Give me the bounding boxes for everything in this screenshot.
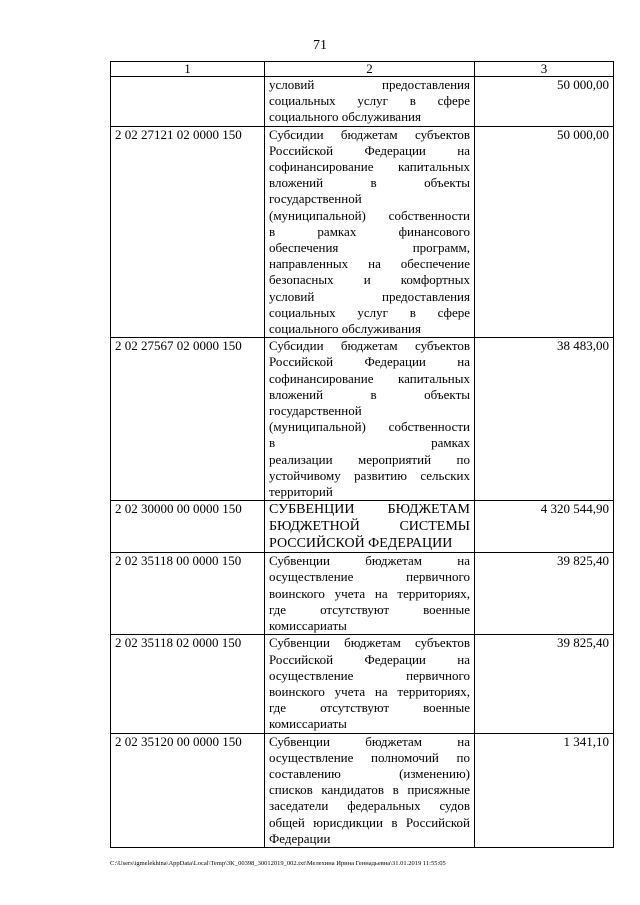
- description-line: безопасных и комфортных: [269, 272, 470, 288]
- description-line: списков кандидатов в присяжные: [269, 782, 470, 798]
- budget-code-cell: 2 02 35118 02 0000 150: [111, 635, 265, 733]
- description-line: софинансирование капитальных: [269, 370, 470, 386]
- description-line: осуществление первичного: [269, 667, 470, 683]
- description-line: вложений в объекты: [269, 175, 470, 191]
- table-row: [111, 126, 614, 338]
- budget-code-cell: 2 02 27567 02 0000 150: [111, 338, 265, 501]
- description-line: БЮДЖЕТНОЙ СИСТЕМЫ: [269, 519, 470, 535]
- description-line: Субсидии бюджетам субъектов: [269, 126, 470, 142]
- description-line: осуществление полномочий по: [269, 749, 470, 765]
- description-line: где отсутствуют военные: [269, 601, 470, 617]
- description-line: социального обслуживания: [269, 109, 421, 125]
- description-line: общей юрисдикции в Российской: [269, 814, 470, 830]
- amount-cell: 50 000,00: [475, 77, 614, 127]
- description-line: осуществление первичного: [269, 569, 470, 585]
- amount-cell: 38 483,00: [475, 338, 614, 501]
- description-line: вложений в объекты: [269, 386, 470, 402]
- description-line: воинского учета на территориях,: [269, 585, 470, 601]
- table-row: [111, 338, 614, 501]
- description-line: где отсутствуют военные: [269, 700, 470, 716]
- description-line: условий предоставления: [269, 288, 470, 304]
- description-line: реализации мероприятий по: [269, 451, 470, 467]
- description-line: Субвенции бюджетам субъектов: [269, 635, 470, 651]
- description-line: Российской Федерации на: [269, 142, 470, 158]
- description-line: Субвенции бюджетам на: [269, 733, 470, 749]
- description-cell: [265, 77, 475, 127]
- table-row: [111, 553, 614, 635]
- description-line: социальных услуг в сфере: [269, 93, 470, 109]
- description-line: государственной: [269, 403, 362, 419]
- description-line: государственной: [269, 191, 362, 207]
- description-line: СУБВЕНЦИИ БЮДЖЕТАМ: [269, 502, 470, 518]
- budget-code-cell: 2 02 35120 00 0000 150: [111, 733, 265, 847]
- table-header-row: [111, 62, 614, 77]
- table-row: [111, 77, 614, 127]
- description-line: воинского учета на территориях,: [269, 683, 470, 699]
- description-line: социальных услуг в сфере: [269, 304, 470, 320]
- description-line: Федерации: [269, 830, 331, 846]
- budget-code-cell: 2 02 30000 00 0000 150: [111, 501, 265, 553]
- table-row: [111, 733, 614, 847]
- amount-cell: 1 341,10: [475, 733, 614, 847]
- amount-cell: 39 825,40: [475, 635, 614, 733]
- amount-cell: 39 825,40: [475, 553, 614, 635]
- column-header: 1: [111, 62, 265, 77]
- description-cell: [265, 635, 475, 733]
- description-line: РОССИЙСКОЙ ФЕДЕРАЦИИ: [269, 536, 453, 552]
- amount-cell: 50 000,00: [475, 126, 614, 338]
- amount-cell: 4 320 544,90: [475, 501, 614, 553]
- budget-code-cell: 2 02 35118 00 0000 150: [111, 553, 265, 635]
- description-cell: [265, 553, 475, 635]
- budget-code-cell: 2 02 27121 02 0000 150: [111, 126, 265, 338]
- column-header: 2: [265, 62, 475, 77]
- table-row: [111, 501, 614, 553]
- description-line: (муниципальной) собственности: [269, 419, 470, 435]
- file-path-footer: C:\Users\igmelekhina\AppData\Local\Temp\3K_00398_30012019_002.txt\Мелехина Ирина Геннадьевна\31.01.2019 11:55:05: [110, 860, 446, 867]
- description-line: устойчивому развитию сельских: [269, 467, 470, 483]
- description-line: Российской Федерации на: [269, 354, 470, 370]
- description-line: Субсидии бюджетам субъектов: [269, 338, 470, 354]
- page-number: 71: [313, 38, 327, 53]
- description-cell: [265, 733, 475, 847]
- description-line: в рамках финансового: [269, 223, 470, 239]
- budget-code-cell: [111, 77, 265, 127]
- description-line: Российской Федерации на: [269, 651, 470, 667]
- description-line: Субвенции бюджетам на: [269, 553, 470, 569]
- description-line: направленных на обеспечение: [269, 256, 470, 272]
- description-cell: [265, 501, 475, 553]
- column-header: 3: [475, 62, 614, 77]
- description-line: составлению (изменению): [269, 765, 470, 781]
- description-line: социального обслуживания: [269, 321, 421, 337]
- description-cell: [265, 126, 475, 338]
- description-line: условий предоставления: [269, 77, 470, 92]
- table-row: [111, 635, 614, 733]
- description-line: комиссариаты: [269, 716, 347, 732]
- description-line: комиссариаты: [269, 618, 347, 634]
- description-line: заседатели федеральных судов: [269, 798, 470, 814]
- description-line: (муниципальной) собственности: [269, 207, 470, 223]
- description-line: в рамках: [269, 435, 470, 451]
- description-line: софинансирование капитальных: [269, 159, 470, 175]
- description-cell: [265, 338, 475, 501]
- description-line: территорий: [269, 484, 333, 500]
- description-line: обеспечения программ,: [269, 240, 470, 256]
- budget-table: [110, 61, 614, 848]
